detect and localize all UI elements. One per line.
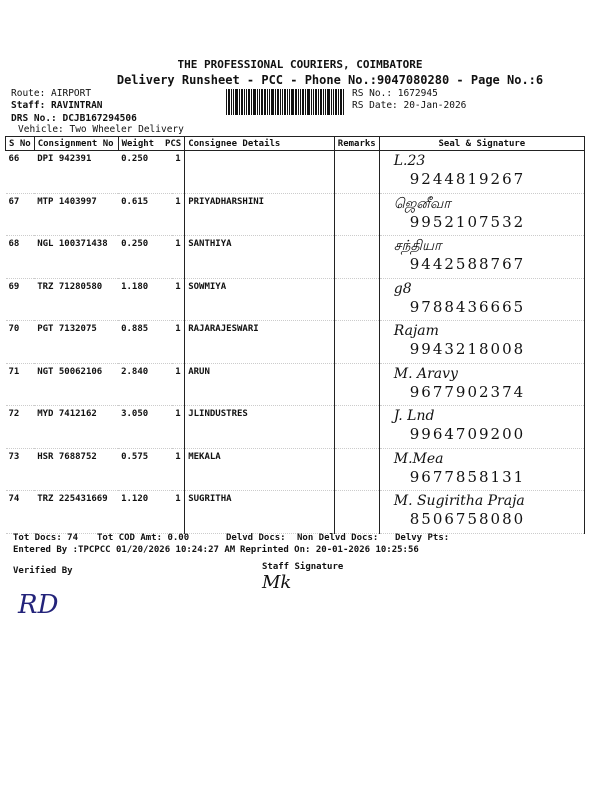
row-sno: 72 <box>6 406 35 449</box>
rs-date: RS Date: 20-Jan-2026 <box>352 100 467 111</box>
signature-phone: 9677858131 <box>409 467 526 486</box>
table-row <box>6 236 585 279</box>
row-weight: 1.120 <box>118 491 172 534</box>
row-consignee <box>185 151 335 194</box>
col-weight: Weight PCS <box>118 137 185 151</box>
signature: Rajam <box>393 323 439 339</box>
table-row <box>6 491 585 534</box>
signature-phone: 9788436665 <box>409 297 526 316</box>
signature-phone: 9943218008 <box>409 340 526 358</box>
non-delvd-docs: Non Delvd Docs: <box>297 533 379 543</box>
row-consignment: TRZ 71280580 <box>34 278 118 321</box>
signature: M. Aravy <box>393 365 458 382</box>
row-weight: 0.250 <box>118 151 172 194</box>
row-pcs: 1 <box>172 278 184 321</box>
row-weight: 0.250 <box>118 236 172 279</box>
signature: L.23 <box>393 153 426 169</box>
row-consignee: PRIYADHARSHINI <box>185 193 335 236</box>
signature: ஜெனீவா <box>393 195 451 212</box>
row-pcs: 1 <box>172 321 184 364</box>
row-consignee: JLINDUSTRES <box>185 406 335 449</box>
signature-phone: 9677902374 <box>409 382 526 401</box>
row-seal <box>379 321 584 364</box>
row-consignment: DPI 942391 <box>34 151 118 194</box>
row-seal <box>379 193 584 236</box>
row-weight: 0.885 <box>118 321 172 364</box>
row-pcs: 1 <box>172 448 184 491</box>
table-header <box>6 137 585 151</box>
row-remarks <box>334 151 379 194</box>
row-pcs: 1 <box>172 363 184 406</box>
verified-by: Verified By <box>13 566 73 576</box>
signature: M.Mea <box>393 450 444 467</box>
row-seal <box>379 278 584 321</box>
tot-docs: Tot Docs: 74 <box>13 533 79 543</box>
signature-phone: 9952107532 <box>409 212 526 231</box>
signature-phone: 9442588767 <box>409 255 526 273</box>
row-weight: 1.180 <box>118 278 172 321</box>
row-remarks <box>334 363 379 406</box>
verified-signature: RD <box>18 590 59 620</box>
row-remarks <box>334 321 379 364</box>
signature-phone: 9964709200 <box>409 425 526 443</box>
delvy-pts: Delvy Pts: <box>395 533 450 543</box>
tot-cod: Tot COD Amt: 0.00 <box>97 533 190 543</box>
row-sno: 73 <box>6 448 35 491</box>
row-consignment: MYD 7412162 <box>34 406 118 449</box>
row-consignee: RAJARAJESWARI <box>185 321 335 364</box>
row-seal <box>379 491 584 534</box>
row-seal <box>379 406 584 449</box>
row-pcs: 1 <box>172 236 184 279</box>
row-consignee: MEKALA <box>185 448 335 491</box>
row-consignee: SUGRITHA <box>185 491 335 534</box>
row-sno: 67 <box>6 193 35 236</box>
table-row <box>6 406 585 449</box>
signature: சந்தியா <box>393 238 442 254</box>
row-seal <box>379 151 584 194</box>
company-name: THE PROFESSIONAL COURIERS, COIMBATORE <box>177 58 423 71</box>
row-remarks <box>334 278 379 321</box>
col-seal: Seal & Signature <box>379 137 584 151</box>
rs-number: RS No.: 1672945 <box>352 88 438 99</box>
runsheet-title: Delivery Runsheet - PCC - Phone No.:9047080280 - Page No.:6 <box>116 73 544 87</box>
row-remarks <box>334 236 379 279</box>
row-remarks <box>334 406 379 449</box>
row-sno: 74 <box>6 491 35 534</box>
staff-signature: Mk <box>262 572 292 593</box>
row-pcs: 1 <box>172 151 184 194</box>
row-pcs: 1 <box>172 491 184 534</box>
barcode <box>226 89 346 115</box>
table-row <box>6 321 585 364</box>
col-remarks: Remarks <box>334 137 379 151</box>
row-consignment: PGT 7132075 <box>34 321 118 364</box>
signature: g8 <box>393 280 412 297</box>
staff: Staff: RAVINTRAN <box>11 100 103 111</box>
col-sno: S No <box>6 137 35 151</box>
table-row <box>6 448 585 491</box>
delvd-docs: Delvd Docs: <box>226 533 286 543</box>
reprinted-on: Reprinted On: 20-01-2026 10:25:56 <box>240 545 419 555</box>
row-seal <box>379 236 584 279</box>
row-remarks <box>334 193 379 236</box>
table-row <box>6 151 585 194</box>
table-row <box>6 363 585 406</box>
drs-number: DRS No.: DCJB167294506 <box>11 113 137 124</box>
row-sno: 66 <box>6 151 35 194</box>
col-consignment: Consignment No <box>34 137 118 151</box>
table-row <box>6 278 585 321</box>
row-weight: 2.840 <box>118 363 172 406</box>
vehicle: Vehicle: Two Wheeler Delivery <box>18 124 184 135</box>
row-consignment: NGL 100371438 <box>34 236 118 279</box>
row-sno: 71 <box>6 363 35 406</box>
row-remarks <box>334 491 379 534</box>
signature: M. Sugiritha Praja <box>393 493 525 509</box>
row-consignee: ARUN <box>185 363 335 406</box>
entered-by: Entered By :TPCPCC 01/20/2026 10:24:27 AM <box>13 545 236 555</box>
runsheet-table <box>5 136 585 534</box>
row-sno: 68 <box>6 236 35 279</box>
row-sno: 69 <box>6 278 35 321</box>
row-weight: 0.615 <box>118 193 172 236</box>
row-seal <box>379 363 584 406</box>
row-consignment: TRZ 225431669 <box>34 491 118 534</box>
row-consignee: SOWMIYA <box>185 278 335 321</box>
row-consignment: HSR 7688752 <box>34 448 118 491</box>
row-sno: 70 <box>6 321 35 364</box>
row-weight: 0.575 <box>118 448 172 491</box>
row-consignment: NGT 50062106 <box>34 363 118 406</box>
signature: J. Lnd <box>393 408 435 424</box>
row-pcs: 1 <box>172 406 184 449</box>
row-consignment: MTP 1403997 <box>34 193 118 236</box>
row-seal <box>379 448 584 491</box>
table-row <box>6 193 585 236</box>
signature-phone: 8506758080 <box>409 510 526 528</box>
row-consignee: SANTHIYA <box>185 236 335 279</box>
row-remarks <box>334 448 379 491</box>
row-pcs: 1 <box>172 193 184 236</box>
route: Route: AIRPORT <box>11 88 92 99</box>
signature-phone: 9244819267 <box>409 170 526 188</box>
staff-signature-label: Staff Signature <box>262 562 344 572</box>
col-consignee: Consignee Details <box>185 137 335 151</box>
row-weight: 3.050 <box>118 406 172 449</box>
